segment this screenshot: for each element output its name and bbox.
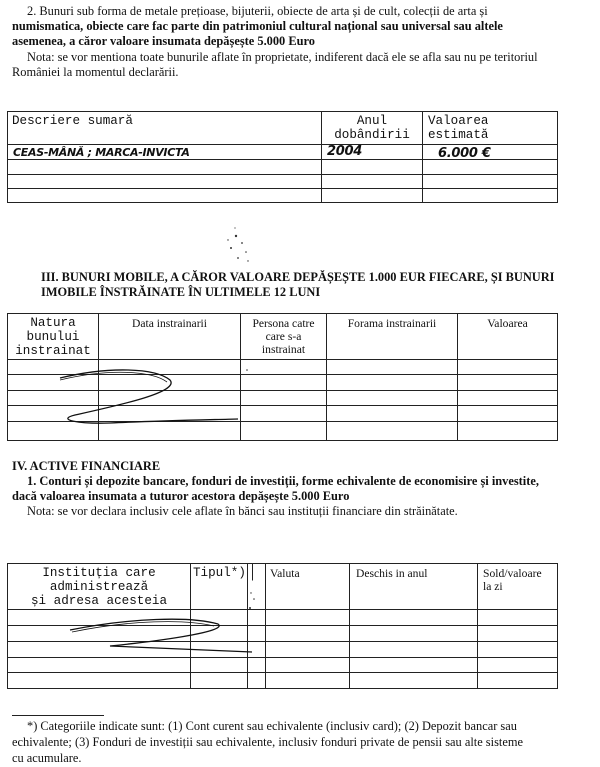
section2-note-line2: României la momentul declarării.: [12, 65, 179, 79]
section4-note: Nota: se vor declara inclusiv cele aflate în bănci sau instituții financiare din străinătate.: [27, 504, 458, 518]
handwritten-year: 2004: [327, 144, 362, 159]
col-header-alienation-date: Data instrainarii: [131, 317, 207, 330]
col-header-year-line2: dobândirii: [334, 128, 410, 142]
col-header-institution-line2: administrează: [49, 580, 149, 594]
col-header-balance-line1: Sold/valoare: [483, 567, 542, 580]
col-header-description: Descriere sumară: [12, 114, 133, 128]
footnote-line1: *) Categoriile indicate sunt: (1) Cont curent sau echivalente (inclusiv card); (2) Depozit bancar sau: [27, 719, 517, 733]
handwritten-strikeout-mark-2: [70, 619, 252, 652]
col-header-type: Tipul*): [193, 566, 246, 580]
section2-line3: asemenea, a căror valoare insumata depășește 5.000 Euro: [12, 34, 315, 48]
col-header-year-line1: Anul: [356, 114, 388, 128]
footnote-line2: echivalente; (3) Fonduri de investiții sau echivalente, inclusiv fonduri private de pensii sau alte sisteme: [12, 735, 523, 749]
footnote-line3: cu acumulare.: [12, 751, 82, 765]
col-header-opened-year: Deschis in anul: [356, 567, 428, 580]
handwritten-description: CEAS-MÂNĂ ; MARCA-INVICTA: [13, 146, 190, 159]
section2-line2: numismatica, obiecte care fac parte din patrimoniul cultural național sau universal sau altele: [12, 19, 503, 33]
section3-title-line1: III. BUNURI MOBILE, A CĂROR VALOARE DEPĂȘEȘTE 1.000 EUR FIECARE, ȘI BUNURI: [41, 270, 555, 284]
col-header-value: Valoarea: [487, 317, 528, 330]
col-header-value-line2: estimată: [428, 128, 489, 142]
col-header-recipient-line1: Persona catre: [252, 317, 315, 330]
col-header-alienation-form: Forama instrainarii: [347, 317, 437, 330]
col-header-recipient-line3: instrainat: [261, 343, 306, 356]
section3-title-line2: IMOBILE ÎNSTRĂINATE ÎN ULTIMELE 12 LUNI: [41, 285, 321, 299]
handwritten-value: 6.000 €: [438, 146, 491, 161]
col-header-nature-line3: instrainat: [15, 344, 91, 358]
col-header-nature-line2: bunului: [26, 330, 80, 344]
col-header-value-line1: Valoarea: [428, 114, 489, 128]
section4-subtitle-line1: 1. Conturi și depozite bancare, fonduri de investiții, forme echivalente de economisire și investite,: [27, 474, 539, 488]
col-header-balance: [483, 567, 542, 593]
col-header-currency: Valuta: [270, 567, 300, 580]
col-header-balance-line2: la zi: [483, 580, 503, 593]
section4-title: IV. ACTIVE FINANCIARE: [12, 459, 161, 473]
section4-subtitle-line2: dacă valoarea insumata a tuturor acestora depășește 5.000 Euro: [12, 489, 350, 503]
col-header-institution-line3: și adresa acesteia: [30, 594, 168, 608]
section2-line1-text: 2. Bunuri sub forma de metale prețioase, bijuterii, obiecte de arta și de cult, colecții de arta și: [27, 4, 488, 18]
col-header-nature-line1: Natura: [30, 316, 76, 330]
col-header-institution-line1: Instituția care: [42, 566, 156, 580]
col-header-institution: [8, 566, 190, 608]
section2-note-line1: Nota: se vor mentiona toate bunurile aflate în proprietate, indiferent dacă ele se afla sau nu pe teritoriul: [27, 50, 538, 64]
col-header-recipient-line2: care s-a: [265, 330, 302, 343]
